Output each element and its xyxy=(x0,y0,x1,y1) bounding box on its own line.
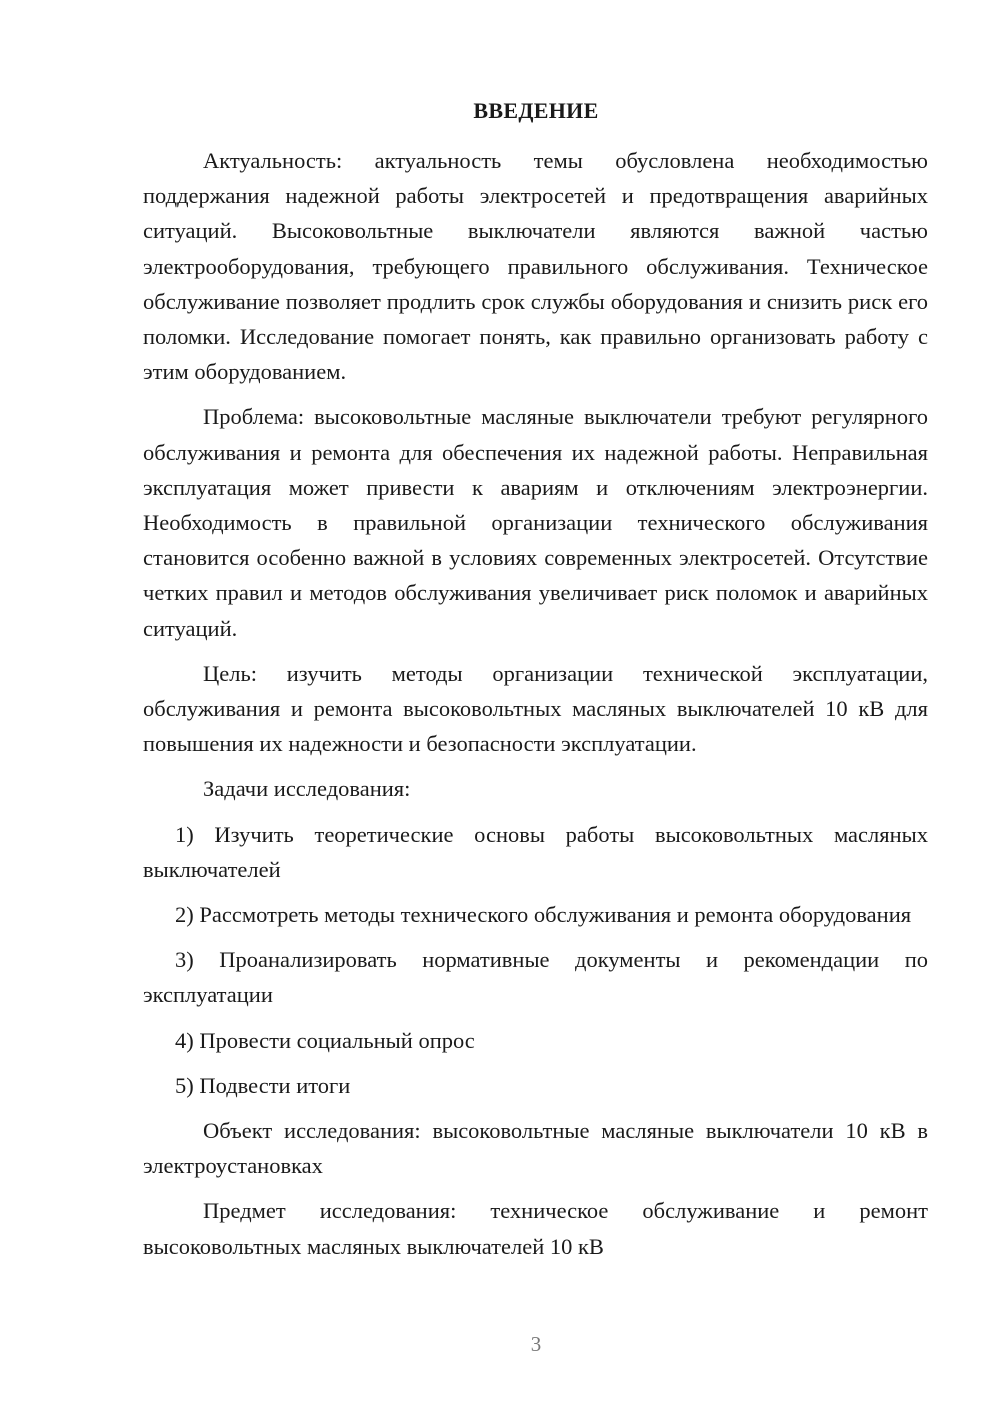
problem-paragraph: Проблема: высоковольтные масляные выключатели требуют регулярного обслуживания и ремонта для обеспечения их надежной работы. Неправильная эксплуатация может привести к авариям и отключениям электроэнергии. Необходимость в правильной организации технического обслуживания становится особенно важной в условиях современных электросетей. Отсутствие четких правил и методов обслуживания увеличивает риск поломок и аварийных ситуаций. xyxy=(143,404,928,641)
list-item: 3) Проанализировать нормативные документы и рекомендации по эксплуатации xyxy=(143,947,928,1008)
list-item: 5) Подвести итоги xyxy=(175,1072,351,1098)
subject-paragraph: Предмет исследования: техническое обслуживание и ремонт высоковольтных масляных выключателей 10 кВ xyxy=(143,1198,928,1259)
tasks-list xyxy=(143,817,928,1103)
list-item: 2) Рассмотреть методы технического обслуживания и ремонта оборудования xyxy=(175,902,912,928)
body-text xyxy=(143,143,928,1264)
relevance-paragraph: Актуальность: актуальность темы обусловлена необходимостью поддержания надежной работы электросетей и предотвращения аварийных ситуаций. Высоковольтные выключатели являются важной частью электрооборудования, требующего правильного обслуживания. Техническое обслуживание позволяет продлить срок службы оборудования и снизить риск его поломки. Исследование помогает понять, как правильно организовать работу с этим оборудованием. xyxy=(143,148,928,385)
page-number: 3 xyxy=(530,1332,542,1356)
tasks-heading: Задачи исследования: xyxy=(203,776,411,802)
section-heading: ВВЕДЕНИЕ xyxy=(473,98,599,123)
goal-paragraph: Цель: изучить методы организации технической эксплуатации, обслуживания и ремонта высоковольтных масляных выключателей 10 кВ для повышения их надежности и безопасности эксплуатации. xyxy=(143,660,928,757)
object-paragraph: Объект исследования: высоковольтные масляные выключатели 10 кВ в электроустановках xyxy=(143,1118,928,1179)
list-item: 1) Изучить теоретические основы работы высоковольтных масляных выключателей xyxy=(143,821,928,882)
list-item: 4) Провести социальный опрос xyxy=(175,1027,475,1053)
